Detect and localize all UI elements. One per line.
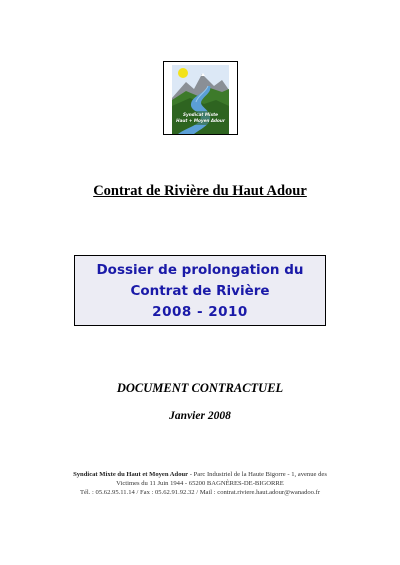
footer-contact: Tél. : 05.62.95.11.14 / Fax : 05.62.91.92.32 / Mail : contrat.riviere.haut.adour@wanadoo.fr (79, 489, 321, 497)
footer-address-2: Victimes du 11 Juin 1944 - 65200 BAGNÈRES-DE-BIGORRE (116, 480, 284, 488)
title-box (74, 255, 326, 326)
footer-address-1: - Parc Industriel de la Haute Bigorre - 1, avenue des (188, 471, 327, 478)
syndicat-logo (163, 61, 238, 135)
logo-text-line-2: Haut + Moyen Adour (176, 118, 225, 123)
title-line-1: Dossier de prolongation du (96, 262, 304, 278)
footer-line-1 (56, 470, 344, 479)
title-line-3: 2008 - 2010 (152, 304, 248, 320)
document-date: Janvier 2008 (169, 410, 231, 422)
contract-title (0, 183, 400, 200)
logo-text-line-1: Syndicat Mixte (182, 112, 219, 117)
footer-org: Syndicat Mixte du Haut et Moyen Adour (73, 471, 189, 478)
document-type: DOCUMENT CONTRACTUEL (116, 381, 284, 395)
logo-landscape-icon (164, 62, 237, 134)
footer-address (56, 470, 344, 498)
title-line-2: Contrat de Rivière (130, 283, 270, 299)
contract-title-text: Contrat de Rivière du Haut Adour (93, 183, 307, 199)
